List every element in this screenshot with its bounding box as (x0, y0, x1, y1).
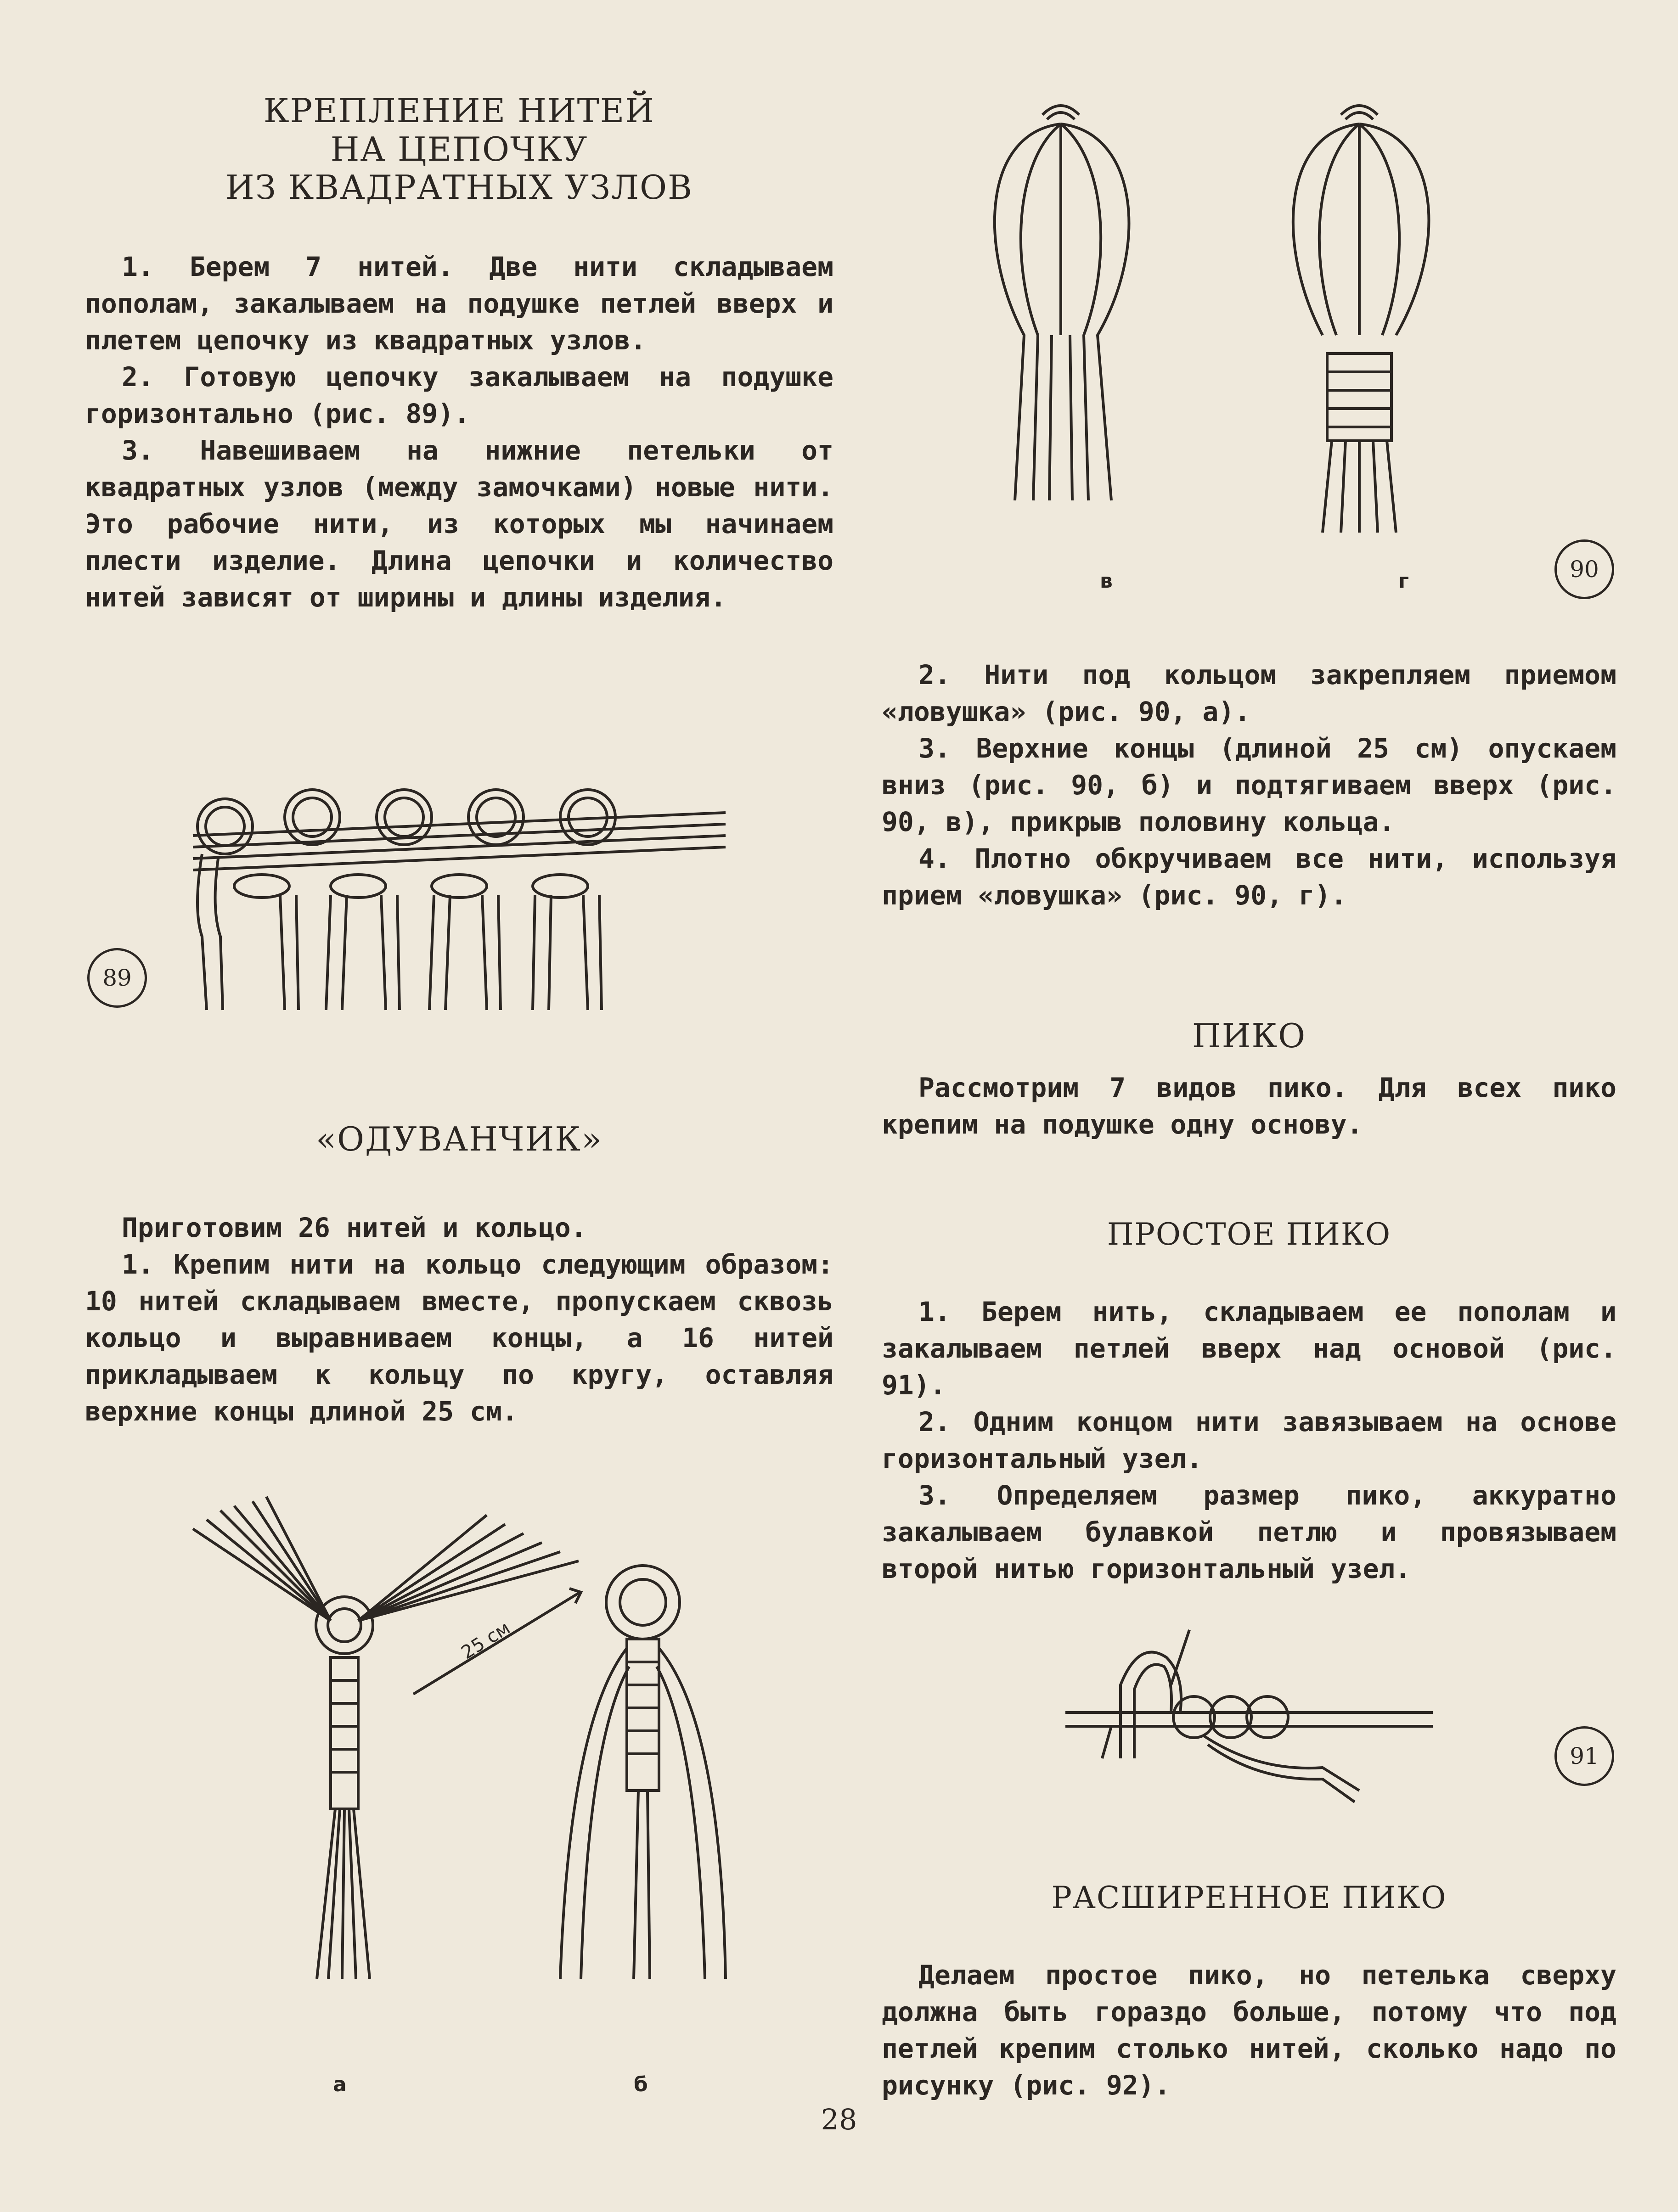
extended-piko-section (882, 1880, 1616, 2104)
simple-piko-step-1: 1. Берем нить, складываем ее пополам и закалываем петлей вверх над основой (рис. 91). (882, 1296, 1616, 1401)
simple-piko-step-2: 2. Одним концом нити завязываем на основе горизонтальный узел. (882, 1406, 1616, 1474)
simple-piko-title: ПРОСТОЕ ПИКО (1107, 1217, 1391, 1252)
figure-90-a-b-dandelion (165, 1483, 771, 2043)
page-number: 28 (821, 2103, 857, 2136)
figure-90-number: 90 (1554, 539, 1614, 599)
fastening-step-3: 3. Навешиваем на нижние петельки от квадратных узлов (между замочками) новые нити. Это рабочие нити, из которых мы начинаем плести изделие. Длина цепочки и количество нитей зависят от ширины и длины изделия. (85, 434, 833, 613)
figure-89-knot-chain (175, 771, 726, 1019)
extended-piko-title: РАСШИРЕННОЕ ПИКО (1051, 1880, 1447, 1915)
title-line-1: КРЕПЛЕНИЕ НИТЕЙ (263, 91, 655, 130)
figure-90-v-g-dandelion (964, 96, 1538, 556)
simple-piko-section (882, 1217, 1616, 1587)
figure-90-caption-g: г (1398, 569, 1409, 593)
simple-piko-step-3: 3. Определяем размер пико, аккуратно закалываем булавкой петлю и провязываем второй нитью горизонтальный узел. (882, 1480, 1616, 1584)
left-column (85, 92, 833, 616)
title-line-3: ИЗ КВАДРАТНЫХ УЗЛОВ (225, 168, 693, 207)
section-title-fastening (85, 92, 833, 207)
piko-intro: Рассмотрим 7 видов пико. Для всех пико крепим на подушке одну основу. (882, 1072, 1616, 1140)
piko-title: ПИКО (1192, 1016, 1306, 1055)
ring-step-4: 4. Плотно обкручиваем все нити, используя прием «ловушка» (рис. 90, г). (882, 843, 1616, 911)
right-column-steps (882, 657, 1616, 914)
dandelion-intro: Приготовим 26 нитей и кольцо. (122, 1212, 587, 1243)
figure-89-number: 89 (87, 948, 147, 1008)
fastening-step-1: 1. Берем 7 нитей. Две нити складываем пополам, закалываем на подушке петлей вверх и плетем цепочку из квадратных узлов. (85, 251, 833, 356)
ring-step-2: 2. Нити под кольцом закрепляем приемом «ловушка» (рис. 90, а). (882, 659, 1616, 727)
figure-90-caption-b: б (634, 2073, 648, 2096)
ring-step-3: 3. Верхние концы (длиной 25 см) опускаем вниз (рис. 90, б) и подтягиваем вверх (рис. 90, в), прикрыв половину кольца. (882, 733, 1616, 837)
dandelion-section (85, 1120, 833, 1430)
figure-91-number: 91 (1554, 1726, 1614, 1786)
title-line-2: НА ЦЕПОЧКУ (330, 129, 588, 168)
figure-90-caption-v: в (1100, 569, 1113, 593)
figure-91-simple-piko (1065, 1621, 1442, 1804)
piko-section (882, 1017, 1616, 1143)
dandelion-title: «ОДУВАНЧИК» (315, 1120, 603, 1158)
figure-90-caption-a: а (333, 2073, 347, 2096)
extended-piko-text: Делаем простое пико, но петелька сверху должна быть гораздо больше, потому что под петлей крепим столько нитей, сколько надо по рисунку (рис. 92). (882, 1959, 1616, 2101)
dandelion-step-1: 1. Крепим нити на кольцо следующим образом: 10 нитей складываем вместе, пропускаем сквозь кольцо и выравниваем концы, а 16 нитей прикладываем к кольцу по кругу, оставляя верхние концы длиной 25 см. (85, 1248, 833, 1427)
figure-90-measure-label: 25 см (457, 1617, 514, 1664)
fastening-step-2: 2. Готовую цепочку закалываем на подушке горизонтально (рис. 89). (85, 361, 833, 429)
